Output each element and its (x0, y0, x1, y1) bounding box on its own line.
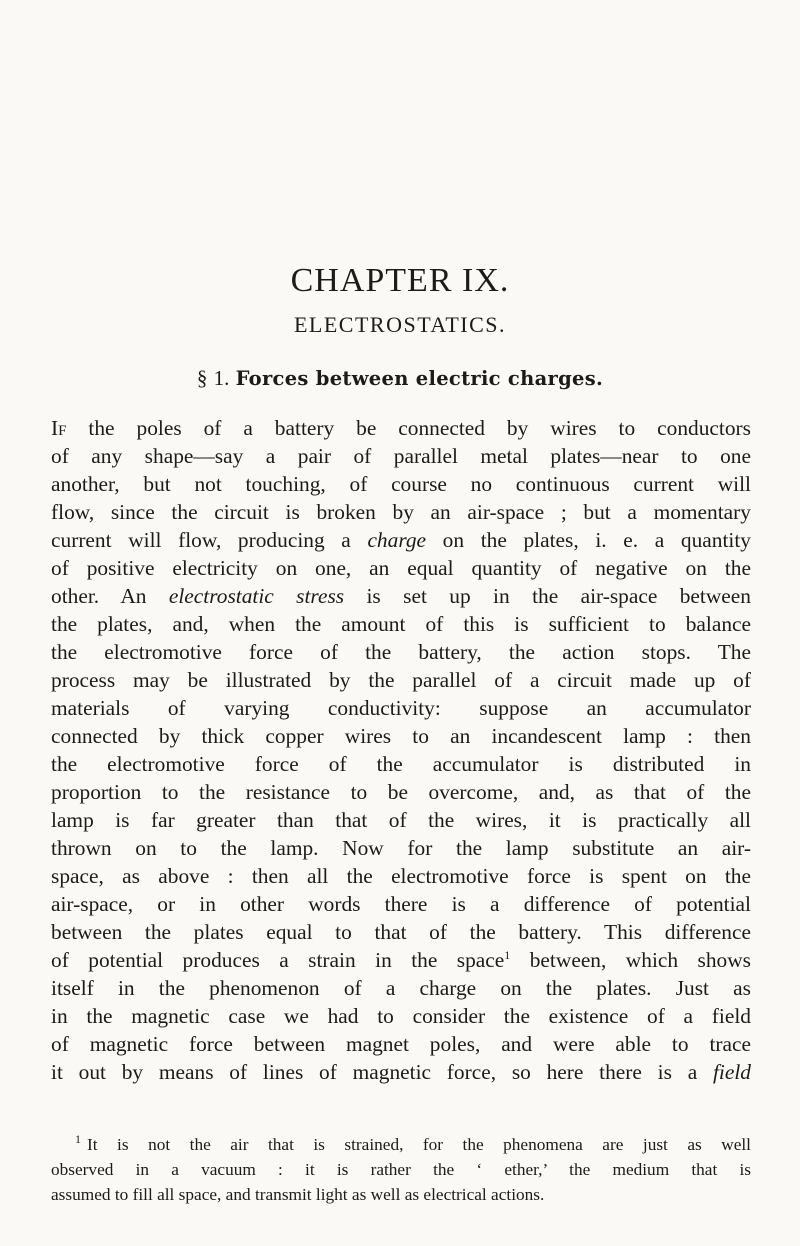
text-line: connected by thick copper wires to an incandescent lamp : then (51, 724, 751, 748)
text-line: space, as above : then all the electromotive force is spent on the (51, 864, 751, 888)
section-heading: ELECTROSTATICS. (293, 312, 507, 337)
text-line: thrown on to the lamp. Now for the lamp substitute an air- (51, 836, 751, 860)
text-line: air-space, or in other words there is a difference of potential (51, 892, 751, 916)
subsection-title: Forces between electric charges. (235, 367, 604, 390)
section-symbol: § (196, 366, 208, 390)
chapter-title: CHAPTER IX. (290, 262, 510, 299)
text-line: other. An electrostatic stress is set up in the air-space between (51, 584, 751, 608)
text-line: in the magnetic case we had to consider the existence of a field (51, 1004, 751, 1028)
text-line: the plates, and, when the amount of this is sufficient to balance (51, 612, 751, 636)
text-line: another, but not touching, of course no continuous current will (51, 472, 751, 496)
footnote (51, 1132, 751, 1207)
footnote-line: assumed to fill all space, and transmit light as well as electrical actions. (51, 1185, 545, 1204)
text-line: of positive electricity on one, an equal quantity of negative on the (51, 556, 751, 580)
text-line: proportion to the resistance to be overcome, and, as that of the (51, 780, 751, 804)
subsection-heading (0, 366, 800, 391)
emphasis-electrostatic-stress: electrostatic stress (168, 584, 345, 608)
text-line: lamp is far greater than that of the wires, it is practically all (51, 808, 751, 832)
drop-word: If (51, 416, 67, 440)
text-line: the electromotive force of the battery, the action stops. The (51, 640, 751, 664)
text-line: between the plates equal to that of the battery. This difference (51, 920, 751, 944)
emphasis-field: field (712, 1060, 751, 1084)
text-line: materials of varying conductivity: suppose an accumulator (51, 696, 751, 720)
text-line: of any shape—say a pair of parallel metal plates—near to one (51, 444, 751, 468)
text-line: flow, since the circuit is broken by an air-space ; but a momentary (51, 500, 751, 524)
section-number: 1. (213, 366, 230, 390)
footnote-reference: 1 (504, 947, 511, 962)
text-line: itself in the phenomenon of a charge on the plates. Just as (51, 976, 751, 1000)
footnote-mark: 1 (75, 1132, 81, 1147)
text-line: process may be illustrated by the parallel of a circuit made up of (51, 668, 751, 692)
footnote-line: observed in a vacuum : it is rather the ‘ ether,’ the medium that is (51, 1160, 751, 1179)
text-line: the electromotive force of the accumulator is distributed in (51, 752, 751, 776)
text-line: of potential produces a strain in the space$^1$ between, which shows (51, 947, 752, 972)
footnote-line: $^1$ It is not the air that is strained, for the phenomena are just as well (75, 1132, 751, 1154)
text-line: it out by means of lines of magnetic force, so here there is a field (51, 1060, 751, 1084)
text-line: current will flow, producing a charge on the plates, i. e. a quantity (51, 528, 751, 552)
emphasis-charge: charge (367, 528, 427, 552)
text-line: of magnetic force between magnet poles, and were able to trace (51, 1032, 751, 1056)
text-line: If the poles of a battery be connected by wires to conductors (51, 416, 751, 440)
body-paragraph (51, 414, 751, 1086)
